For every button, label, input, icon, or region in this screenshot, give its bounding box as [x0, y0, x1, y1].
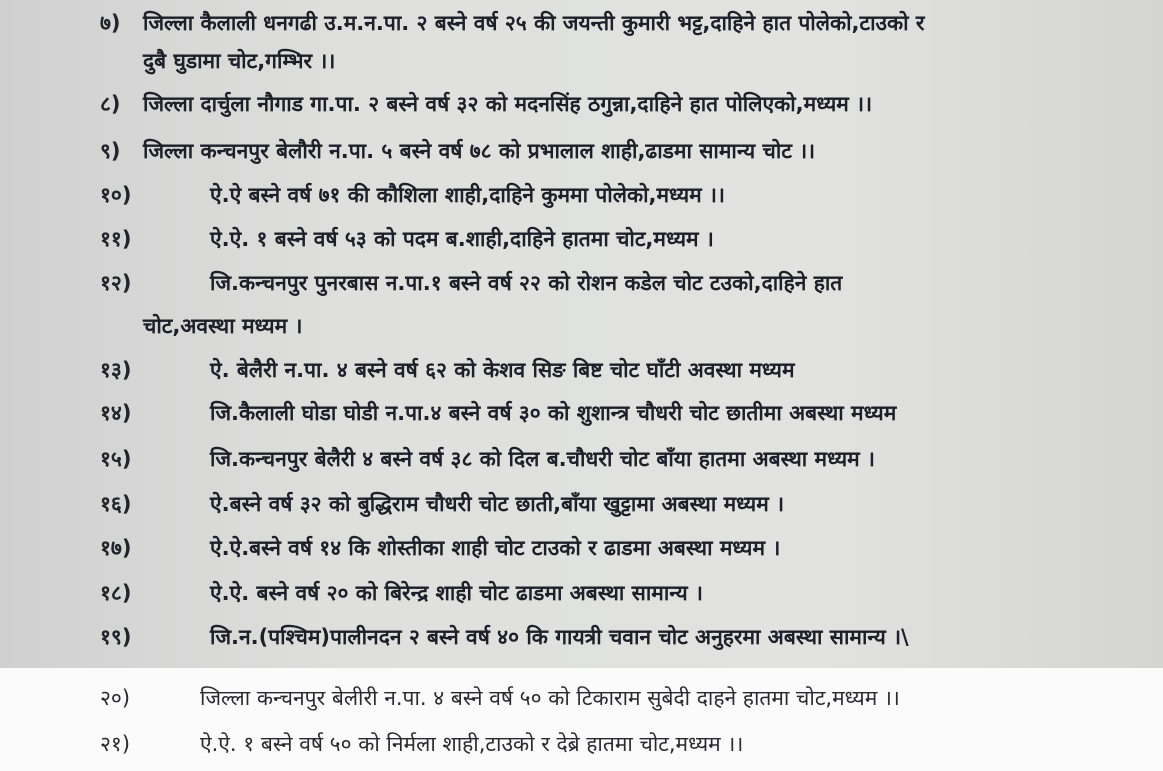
item-number: १८): [100, 581, 132, 605]
list-item: [0, 3, 1163, 83]
item-number: १७): [100, 536, 132, 560]
list-item: [0, 263, 1163, 343]
item-text: जिल्ला कन्चनपुर बेलीरी न.पा. ४ बस्ने वर्ष ५० को टिकाराम सुबेदी दाहने हातमा चोट,मध्यम ।।: [200, 686, 900, 710]
item-text: जि.कन्चनपुर पुनरबास न.पा.१ बस्ने वर्ष २२ को रोशन कडेल चोट टउको,दाहिने हात: [210, 271, 843, 295]
item-text: ऐ.ऐ बस्ने वर्ष ७१ की कौशिला शाही,दाहिने कुममा पोलेको,मध्यम ।।: [210, 183, 725, 207]
item-number: २१): [100, 732, 131, 756]
item-number: १०): [100, 183, 132, 207]
item-number: १५): [100, 447, 132, 471]
item-text: जि.कैलाली घोडा घोडी न.पा.४ बस्ने वर्ष ३० को शुशान्त्र चौधरी चोट छातीमा अबस्था मध्यम: [210, 401, 897, 425]
item-number: ८): [100, 92, 121, 116]
item-text: जि.कन्चनपुर बेलैरी ४ बस्ने वर्ष ३८ को दिल ब.चौधरी चोट बाँया हातमा अबस्था मध्यम ।: [210, 447, 876, 471]
item-number: १६): [100, 492, 132, 516]
item-text: ऐ.ऐ.बस्ने वर्ष १४ कि शोस्तीका शाही चोट टाउको र ढाडमा अबस्था मध्यम ।: [210, 536, 781, 560]
item-text: ऐ.ऐ. १ बस्ने वर्ष ५३ को पदम ब.शाही,दाहिने हातमा चोट,मध्यम ।: [210, 227, 714, 251]
item-number: ७): [100, 11, 121, 35]
list-item: [0, 528, 1163, 568]
item-text: जिल्ला दार्चुला नौगाड गा.पा. २ बस्ने वर्ष ३२ को मदनसिंह ठगुन्ना,दाहिने हात पोलिएको,मध्यम ।।: [143, 92, 873, 116]
item-number: १२): [100, 271, 132, 295]
list-item: [0, 219, 1163, 259]
document-page-bottom: [0, 668, 1163, 771]
item-text: ऐ.ऐ. १ बस्ने वर्ष ५० को निर्मला शाही,टाउको र देब्रे हातमा चोट,मध्यम ।।: [200, 732, 744, 756]
item-text: जि.न.(पश्चिम)पालीनदन २ बस्ने वर्ष ४० कि गायत्री चवान चोट अनुहरमा अबस्था सामान्य ।\: [210, 625, 909, 649]
item-text: जिल्ला कैलाली धनगढी उ.म.न.पा. २ बस्ने वर्ष २५ की जयन्ती कुमारी भट्ट,दाहिने हात पोलेको,टाउको र: [143, 11, 925, 35]
list-item: [0, 175, 1163, 215]
list-item: [0, 131, 1163, 171]
item-text: ऐ. बेलैरी न.पा. ४ बस्ने वर्ष ६२ को केशव सिङ बिष्ट चोट घाँटी अवस्था मध्यम: [210, 358, 795, 382]
item-text: ऐ.बस्ने वर्ष ३२ को बुद्धिराम चौधरी चोट छाती,बाँया खुट्टामा अबस्था मध्यम ।: [210, 492, 785, 516]
item-text-continued: दुबै घुडामा चोट,गम्भिर ।।: [143, 49, 336, 73]
list-item: [0, 724, 1163, 764]
item-number: १४): [100, 401, 132, 425]
item-text-continued: चोट,अवस्था मध्यम ।: [143, 314, 303, 338]
item-number: १३): [100, 358, 132, 382]
item-number: ९): [100, 139, 121, 163]
list-item: [0, 484, 1163, 524]
list-item: [0, 617, 1163, 657]
list-item: [0, 350, 1163, 390]
item-text: ऐ.ऐ. बस्ने वर्ष २० को बिरेन्द्र शाही चोट ढाडमा अबस्था सामान्य ।: [210, 581, 703, 605]
item-number: १९): [100, 625, 132, 649]
item-number: ११): [100, 227, 132, 251]
item-number: २०): [100, 686, 131, 710]
list-item: [0, 439, 1163, 479]
list-item: [0, 84, 1163, 124]
list-item: [0, 393, 1163, 433]
list-item: [0, 678, 1163, 718]
item-text: जिल्ला कन्चनपुर बेलौरी न.पा. ५ बस्ने वर्ष ७८ को प्रभालाल शाही,ढाडमा सामान्य चोट ।।: [143, 139, 816, 163]
list-item: [0, 573, 1163, 613]
